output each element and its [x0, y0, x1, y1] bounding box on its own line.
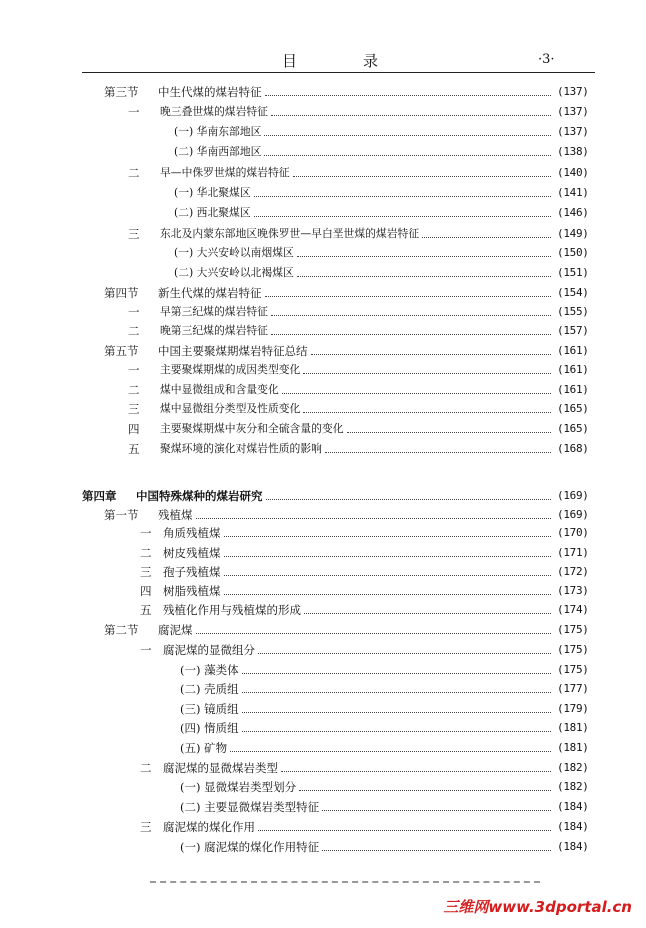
toc-entry-title: 煤中显微组成和含量变化	[160, 383, 279, 396]
toc-entry	[0, 680, 646, 698]
toc-entry-line	[163, 601, 554, 619]
toc-entry	[0, 244, 646, 262]
toc-entry-line	[174, 184, 554, 202]
toc-entry-number: 一	[128, 305, 140, 319]
toc-entry	[0, 342, 646, 360]
toc-entry-page: (184)	[557, 840, 589, 853]
toc-entry-title: 主要聚煤期煤的成因类型变化	[160, 363, 301, 376]
toc-entry-title: (四) 惰质组	[180, 721, 239, 735]
toc-entry-number: 二	[128, 166, 140, 180]
toc-entry-page: (174)	[557, 603, 589, 616]
toc-entry-line	[174, 244, 554, 262]
toc-entry-line	[160, 322, 554, 340]
toc-entry	[0, 582, 646, 600]
toc-entry-page: (172)	[557, 565, 589, 578]
toc-entry-title: (二) 壳质组	[180, 682, 239, 696]
toc-entry-line	[180, 700, 554, 718]
toc-entry-line	[158, 342, 554, 360]
toc-entry	[0, 83, 646, 101]
toc-entry-title: (一) 显微煤岩类型划分	[180, 780, 297, 794]
toc-leader-dots	[303, 373, 551, 374]
toc-entry-line	[160, 400, 554, 418]
toc-entry-title: (二) 大兴安岭以北褐煤区	[174, 266, 294, 279]
toc-entry-line	[160, 103, 554, 121]
toc-entry-number: 一	[140, 526, 152, 540]
toc-entry	[0, 544, 646, 562]
toc-entry-line	[136, 487, 554, 505]
header-page-number: ·3·	[538, 52, 555, 67]
toc-entry-line	[174, 143, 554, 161]
toc-leader-dots	[254, 196, 551, 197]
toc-entry-title: 腐泥煤的显微组分	[163, 643, 255, 657]
toc-entry-title: 角质残植煤	[163, 526, 221, 540]
toc-entry-title: 树皮残植煤	[163, 546, 221, 560]
toc-entry	[0, 661, 646, 679]
toc-leader-dots	[322, 810, 551, 811]
toc-entry-line	[174, 264, 554, 282]
toc-entry-title: 晚第三纪煤的煤岩特征	[160, 324, 268, 337]
toc-entry-number: 四	[128, 422, 140, 436]
toc-entry-page: (154)	[557, 286, 589, 299]
toc-entry	[0, 123, 646, 141]
toc-entry-page: (171)	[557, 546, 589, 559]
toc-leader-dots	[265, 296, 552, 297]
toc-entry-title: (一) 藻类体	[180, 663, 239, 677]
toc-entry-page: (149)	[557, 227, 589, 240]
toc-entry-line	[174, 123, 554, 141]
toc-entry	[0, 563, 646, 581]
toc-entry-title: (一) 华南东部地区	[174, 125, 262, 138]
toc-entry	[0, 778, 646, 796]
toc-entry-page: (173)	[557, 584, 589, 597]
toc-entry-number: 一	[128, 363, 140, 377]
toc-entry-line	[180, 798, 554, 816]
toc-entry-line	[174, 204, 554, 222]
toc-entry-number: 二	[140, 546, 152, 560]
toc-entry-number: 二	[128, 383, 140, 397]
header-title-char-1: 目	[282, 52, 298, 70]
toc-entry-line	[163, 641, 554, 659]
toc-entry	[0, 103, 646, 121]
toc-entry-line	[180, 719, 554, 737]
toc-entry-page: (182)	[557, 780, 589, 793]
toc-entry-title: 早—中侏罗世煤的煤岩特征	[160, 166, 290, 179]
toc-entry-title: (一) 大兴安岭以南烟煤区	[174, 246, 294, 259]
toc-entry	[0, 303, 646, 321]
toc-entry-page: (169)	[557, 489, 589, 502]
toc-leader-dots	[281, 771, 551, 772]
toc-entry	[0, 184, 646, 202]
toc-entry-page: (151)	[557, 266, 589, 279]
toc-entry	[0, 506, 646, 524]
toc-entry-page: (179)	[557, 702, 589, 715]
toc-entry-number: 五	[128, 442, 140, 456]
toc-leader-dots	[304, 613, 551, 614]
toc-entry-line	[163, 759, 554, 777]
toc-leader-dots	[258, 653, 551, 654]
toc-entry-number: 第四节	[104, 286, 139, 300]
toc-leader-dots	[254, 216, 551, 217]
toc-entry-line	[160, 303, 554, 321]
toc-entry-number: 五	[140, 603, 152, 617]
toc-entry-title: 聚煤环境的演化对煤岩性质的影响	[160, 442, 322, 455]
toc-entry-page: (165)	[557, 402, 589, 415]
toc-entry	[0, 818, 646, 836]
toc-leader-dots	[264, 135, 551, 136]
toc-leader-dots	[242, 692, 551, 693]
toc-entry-page: (137)	[557, 85, 589, 98]
toc-entry-page: (175)	[557, 663, 589, 676]
toc-entry-page: (181)	[557, 721, 589, 734]
toc-leader-dots	[242, 731, 551, 732]
toc-entry-line	[180, 838, 554, 856]
toc-leader-dots	[242, 673, 551, 674]
toc-entry-line	[158, 83, 554, 101]
toc-entry-title: 残植化作用与残植煤的形成	[163, 603, 301, 617]
toc-entry	[0, 621, 646, 639]
toc-entry-line	[163, 544, 554, 562]
toc-entry-title: 中国主要聚煤期煤岩特征总结	[158, 344, 308, 358]
toc-entry-page: (137)	[557, 105, 589, 118]
toc-entry-title: 中国特殊煤种的煤岩研究	[136, 489, 263, 503]
toc-entry-number: 三	[128, 402, 140, 416]
watermark: 三维网www.3dportal.cn	[427, 894, 632, 920]
toc-entry-title: (一) 华北聚煤区	[174, 186, 251, 199]
toc-entry	[0, 719, 646, 737]
toc-leader-dots	[224, 556, 552, 557]
toc-leader-dots	[322, 850, 551, 851]
toc-entry	[0, 284, 646, 302]
toc-entry-page: (161)	[557, 344, 589, 357]
toc-entry	[0, 700, 646, 718]
toc-entry-line	[160, 225, 554, 243]
toc-entry-title: 树脂残植煤	[163, 584, 221, 598]
toc-leader-dots	[347, 432, 551, 433]
toc-entry-number: 第二节	[104, 623, 139, 637]
toc-entry-line	[158, 284, 554, 302]
toc-entry-page: (184)	[557, 820, 589, 833]
toc-entry-title: 东北及内蒙东部地区晚侏罗世—早白垩世煤的煤岩特征	[160, 227, 420, 240]
toc-entry	[0, 225, 646, 243]
toc-entry-page: (157)	[557, 324, 589, 337]
toc-entry-line	[158, 621, 554, 639]
toc-entry	[0, 759, 646, 777]
toc-entry-page: (169)	[557, 508, 589, 521]
toc-leader-dots	[299, 790, 551, 791]
toc-entry-page: (165)	[557, 422, 589, 435]
toc-leader-dots	[258, 830, 551, 831]
toc-entry-page: (168)	[557, 442, 589, 455]
toc-entry	[0, 641, 646, 659]
toc-entry-page: (170)	[557, 526, 589, 539]
toc-entry	[0, 798, 646, 816]
toc-entry-page: (182)	[557, 761, 589, 774]
toc-leader-dots	[196, 518, 552, 519]
toc-entry-page: (161)	[557, 383, 589, 396]
toc-entry	[0, 420, 646, 438]
toc-entry-title: 主要聚煤期煤中灰分和全硫含量的变化	[160, 422, 344, 435]
toc-entry	[0, 739, 646, 757]
toc-entry-title: 新生代煤的煤岩特征	[158, 286, 262, 300]
toc-entry-line	[163, 524, 554, 542]
toc-entry-page: (146)	[557, 206, 589, 219]
toc-leader-dots	[224, 594, 552, 595]
toc-entry-title: (二) 华南西部地区	[174, 145, 262, 158]
toc-entry-number: 一	[140, 643, 152, 657]
toc-entry-page: (141)	[557, 186, 589, 199]
toc-entry	[0, 524, 646, 542]
toc-entry-title: 腐泥煤的显微煤岩类型	[163, 761, 278, 775]
toc-entry-title: (三) 镜质组	[180, 702, 239, 716]
toc-entry-line	[163, 563, 554, 581]
toc-leader-dots	[282, 393, 551, 394]
toc-entry-page: (161)	[557, 363, 589, 376]
toc-leader-dots	[303, 412, 551, 413]
toc-entry-title: 晚三叠世煤的煤岩特征	[160, 105, 268, 118]
toc-entry	[0, 204, 646, 222]
toc-entry-title: 早第三纪煤的煤岩特征	[160, 305, 268, 318]
toc-entry-number: 三	[128, 227, 140, 241]
toc-leader-dots	[271, 115, 551, 116]
toc-entry-title: 孢子残植煤	[163, 565, 221, 579]
toc-entry-page: (175)	[557, 643, 589, 656]
toc-leader-dots	[271, 334, 551, 335]
toc-leader-dots	[325, 452, 551, 453]
toc-leader-dots	[266, 499, 552, 500]
toc-entry-line	[180, 778, 554, 796]
toc-entry-page: (137)	[557, 125, 589, 138]
toc-entry-number: 第一节	[104, 508, 139, 522]
toc-entry-title: 中生代煤的煤岩特征	[158, 85, 262, 99]
toc-entry-number: 三	[140, 565, 152, 579]
toc-entry-line	[160, 361, 554, 379]
toc-leader-dots	[271, 315, 551, 316]
toc-entry-title: (二) 西北聚煤区	[174, 206, 251, 219]
toc-leader-dots	[297, 256, 551, 257]
toc-leader-dots	[242, 712, 551, 713]
scan-artifact-line	[150, 881, 540, 883]
toc-entry-page: (150)	[557, 246, 589, 259]
toc-entry-number: 第四章	[82, 489, 117, 503]
toc-entry-line	[180, 661, 554, 679]
toc-leader-dots	[264, 155, 551, 156]
toc-leader-dots	[293, 176, 551, 177]
toc-entry	[0, 601, 646, 619]
toc-entry	[0, 838, 646, 856]
toc-leader-dots	[297, 276, 551, 277]
toc-entry-title: 煤中显微组分类型及性质变化	[160, 402, 301, 415]
toc-entry-line	[160, 381, 554, 399]
toc-leader-dots	[265, 95, 552, 96]
toc-entry-line	[180, 680, 554, 698]
toc-entry-number: 一	[128, 105, 140, 119]
toc-leader-dots	[196, 633, 552, 634]
toc-entry-number: 四	[140, 584, 152, 598]
toc-entry-page: (140)	[557, 166, 589, 179]
toc-entry-line	[160, 420, 554, 438]
toc-entry-title: 腐泥煤的煤化作用	[163, 820, 255, 834]
toc-leader-dots	[422, 237, 551, 238]
toc-entry-title: 腐泥煤	[158, 623, 193, 637]
toc-entry-title: 残植煤	[158, 508, 193, 522]
toc-entry-line	[163, 582, 554, 600]
toc-entry	[0, 487, 646, 505]
header-title-char-2: 录	[363, 52, 379, 70]
toc-entry-number: 二	[140, 761, 152, 775]
toc-entry-number: 三	[140, 820, 152, 834]
toc-entry-line	[158, 506, 554, 524]
toc-entry-page: (138)	[557, 145, 589, 158]
toc-leader-dots	[224, 536, 552, 537]
toc-entry-number: 第五节	[104, 344, 139, 358]
toc-entry-page: (175)	[557, 623, 589, 636]
toc-entry-page: (181)	[557, 741, 589, 754]
toc-entry	[0, 264, 646, 282]
toc-entry-number: 第三节	[104, 85, 139, 99]
toc-entry-line	[180, 739, 554, 757]
toc-entry	[0, 143, 646, 161]
toc-entry	[0, 400, 646, 418]
toc-entry-title: (一) 腐泥煤的煤化作用特征	[180, 840, 320, 854]
toc-leader-dots	[224, 575, 552, 576]
toc-leader-dots	[311, 354, 552, 355]
toc-entry	[0, 361, 646, 379]
toc-entry-page: (177)	[557, 682, 589, 695]
toc-entry-number: 二	[128, 324, 140, 338]
toc-entry-title: (二) 主要显微煤岩类型特征	[180, 800, 320, 814]
toc-entry	[0, 164, 646, 182]
toc-entry-line	[163, 818, 554, 836]
toc-entry-page: (155)	[557, 305, 589, 318]
toc-entry-page: (184)	[557, 800, 589, 813]
toc-entry	[0, 381, 646, 399]
toc-entry-title: (五) 矿物	[180, 741, 228, 755]
toc-entry-line	[160, 164, 554, 182]
toc-entry-line	[160, 440, 554, 458]
toc-entry	[0, 440, 646, 458]
toc-entry	[0, 322, 646, 340]
toc-leader-dots	[230, 751, 551, 752]
